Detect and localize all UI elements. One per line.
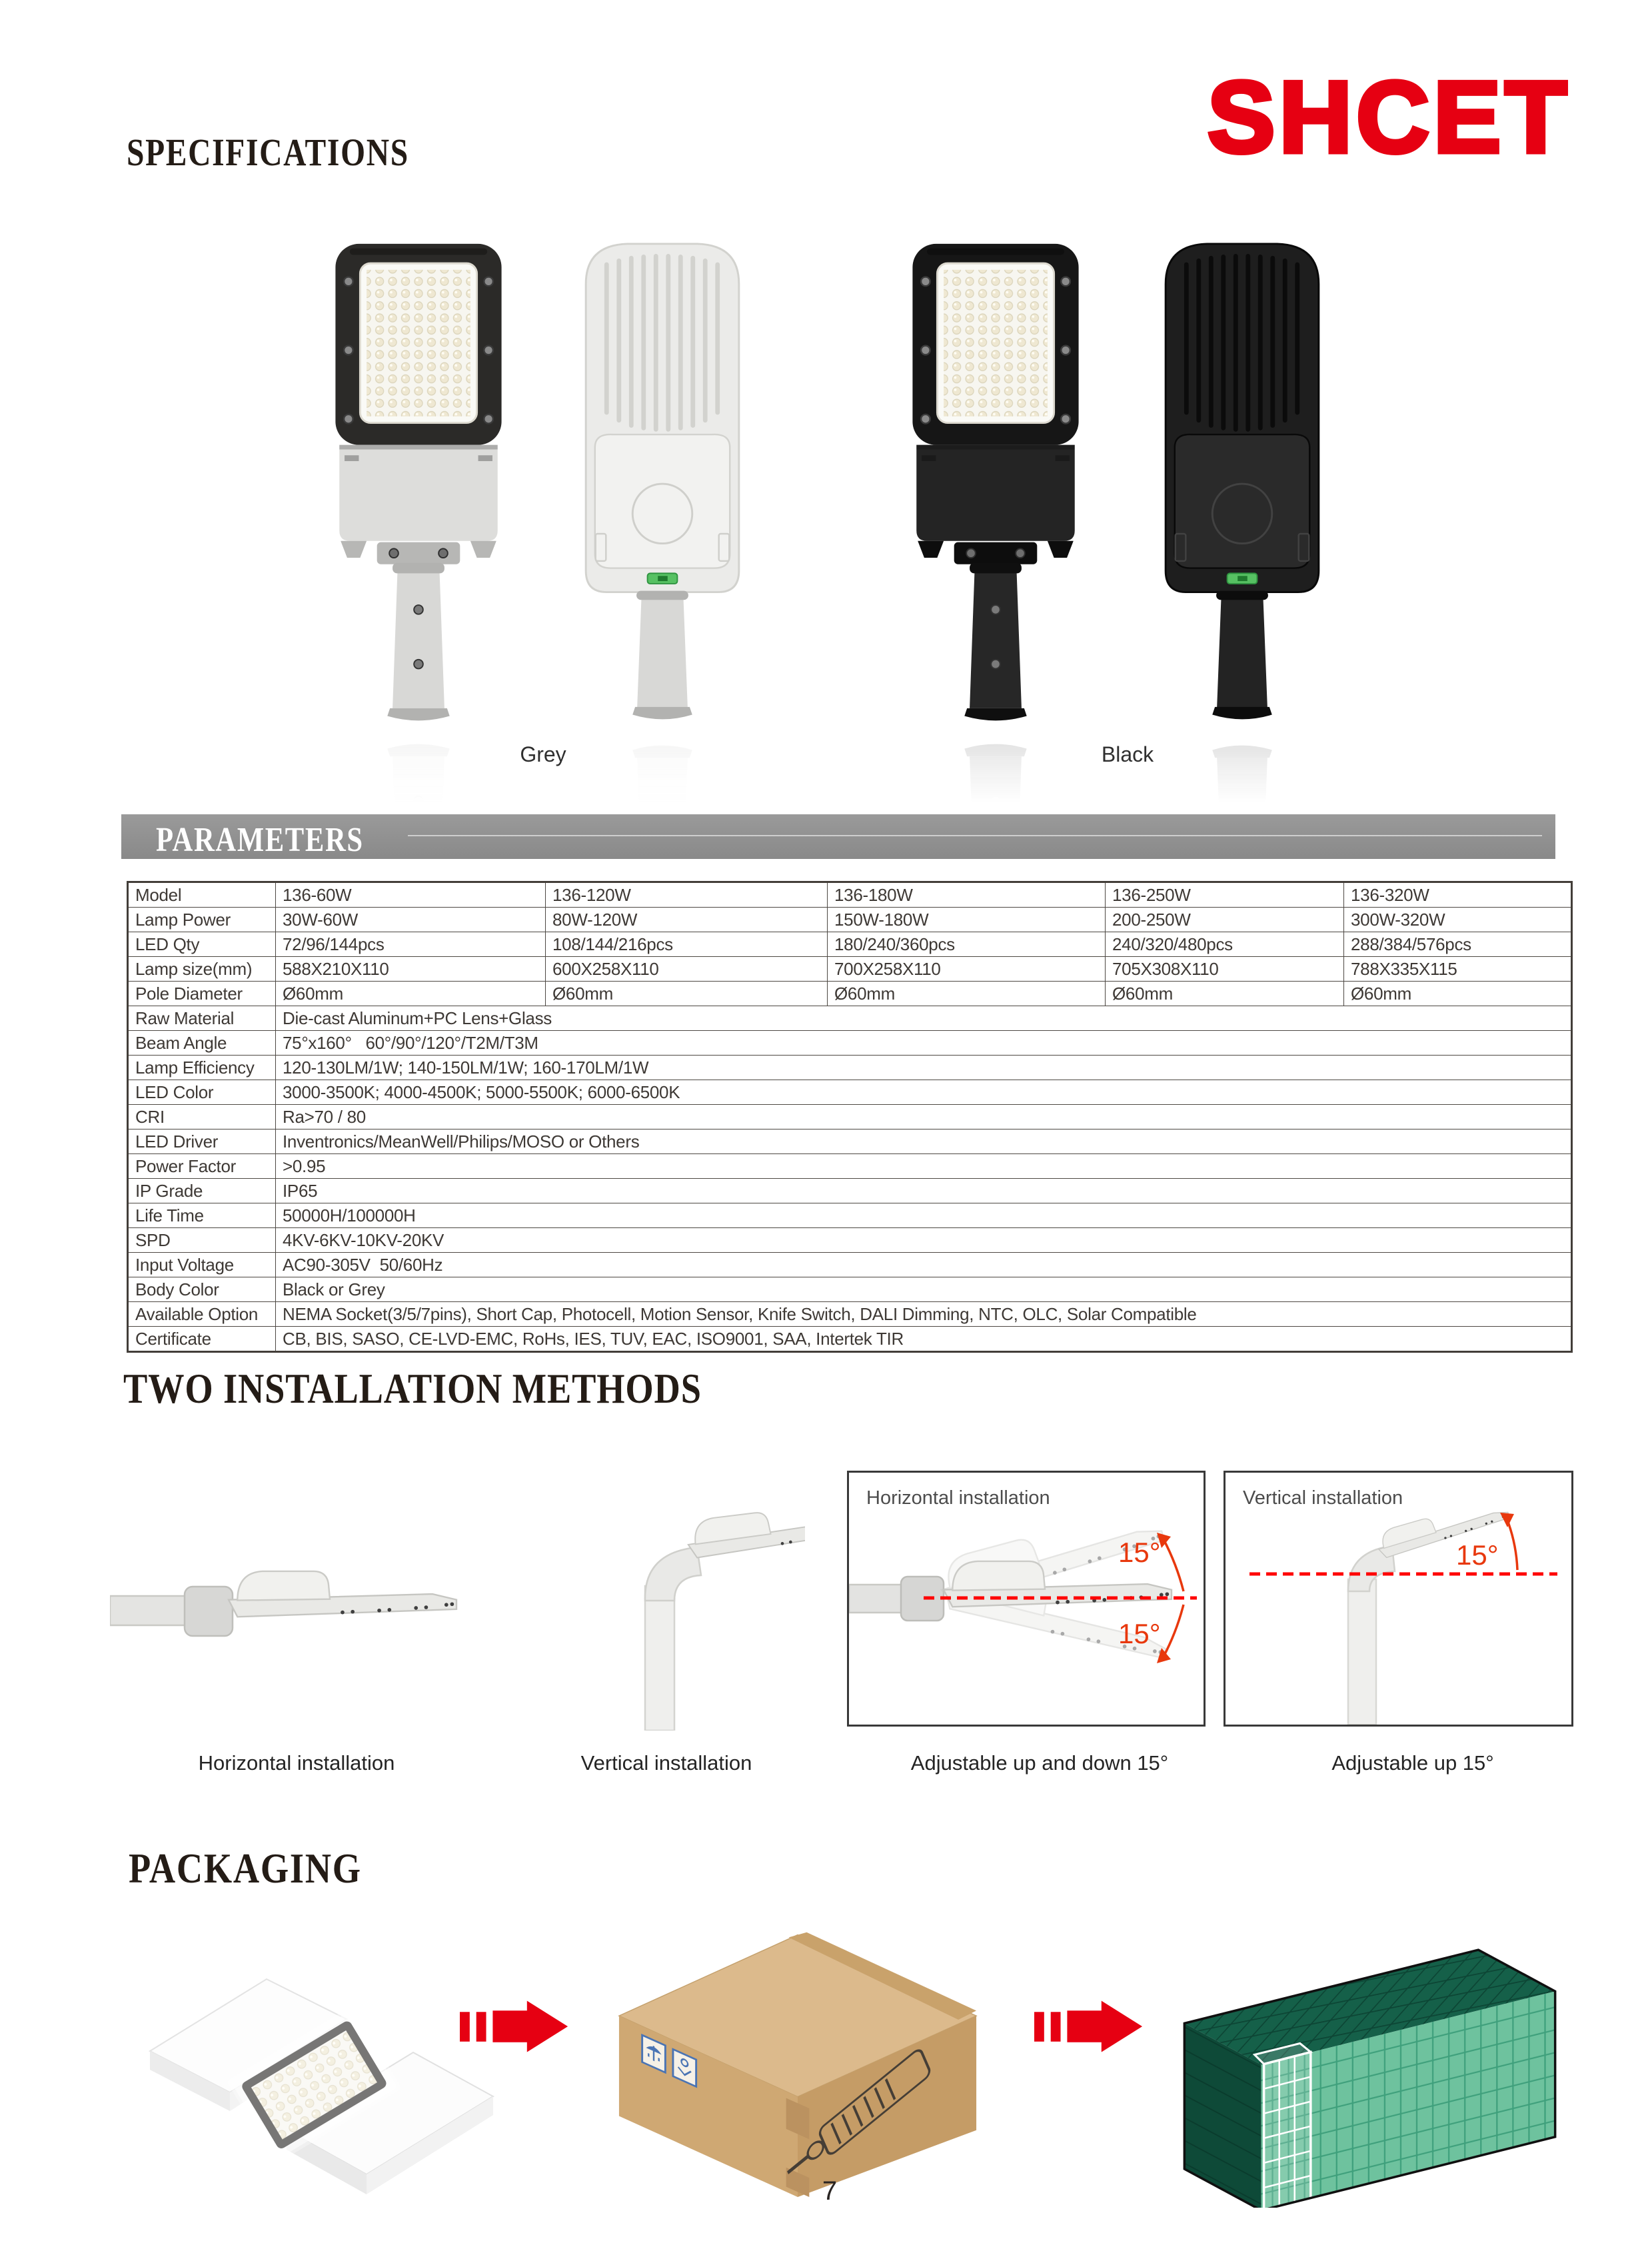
table-row <box>128 1080 1572 1105</box>
param-value: 288/384/576pcs <box>1344 932 1572 957</box>
param-label: Life Time <box>128 1203 276 1228</box>
param-value: 136-60W <box>276 882 546 908</box>
open-box-illustration <box>130 1918 506 2204</box>
table-row <box>128 1006 1572 1031</box>
table-row <box>128 1302 1572 1327</box>
param-value: 788X335X115 <box>1344 957 1572 982</box>
param-value-span: >0.95 <box>276 1154 1572 1179</box>
param-value: Ø60mm <box>546 982 828 1006</box>
param-value-span: 50000H/100000H <box>276 1203 1572 1228</box>
param-value-span: CB, BIS, SASO, CE-LVD-EMC, RoHs, IES, TUV, EAC, ISO9001, SAA, Intertek TIR <box>276 1327 1572 1352</box>
adjustable-up-diagram <box>1226 1473 1571 1725</box>
param-label: Lamp Power <box>128 908 276 932</box>
param-label: SPD <box>128 1228 276 1253</box>
banner-divider <box>408 835 1542 836</box>
table-row <box>128 1277 1572 1302</box>
angle-label: 15° <box>1118 1618 1161 1649</box>
param-label: Lamp size(mm) <box>128 957 276 982</box>
caption-horizontal: Horizontal installation <box>198 1751 395 1775</box>
arrow-right-icon <box>460 2000 572 2054</box>
product-image-grey-back <box>565 239 760 732</box>
param-label: CRI <box>128 1105 276 1129</box>
param-value: 108/144/216pcs <box>546 932 828 957</box>
param-value: 72/96/144pcs <box>276 932 546 957</box>
horizontal-installation-illustration <box>110 1543 460 1659</box>
param-value-span: AC90-305V 50/60Hz <box>276 1253 1572 1277</box>
arrow-right-icon <box>1034 2000 1146 2054</box>
adjustable-up-down-diagram <box>849 1473 1204 1725</box>
panel-label: Vertical installation <box>1243 1487 1403 1509</box>
param-value: Ø60mm <box>1106 982 1344 1006</box>
table-row <box>128 882 1572 908</box>
param-value-span: 3000-3500K; 4000-4500K; 5000-5500K; 6000-6500K <box>276 1080 1572 1105</box>
table-row <box>128 1105 1572 1129</box>
param-value-span: 120-130LM/1W; 140-150LM/1W; 160-170LM/1W <box>276 1056 1572 1080</box>
page-number: 7 <box>822 2176 838 2206</box>
param-label: Pole Diameter <box>128 982 276 1006</box>
param-value: 600X258X110 <box>546 957 828 982</box>
param-value-span: NEMA Socket(3/5/7pins), Short Cap, Photocell, Motion Sensor, Knife Switch, DALI Dimming, NTC, OLC, Solar Compatible <box>276 1302 1572 1327</box>
reflection <box>565 733 760 813</box>
param-label: LED Qty <box>128 932 276 957</box>
param-value: Ø60mm <box>1344 982 1572 1006</box>
param-value: 80W-120W <box>546 908 828 932</box>
carton-box-illustration <box>592 1927 1004 2197</box>
param-value: 300W-320W <box>1344 908 1572 932</box>
caption-vertical: Vertical installation <box>580 1751 752 1775</box>
table-row <box>128 908 1572 932</box>
parameters-title: PARAMETERS <box>156 821 364 859</box>
caption-adjustable-up: Adjustable up 15° <box>1331 1751 1494 1775</box>
adjustable-up-panel <box>1224 1471 1573 1727</box>
angle-label: 15° <box>1456 1539 1499 1571</box>
param-label: Model <box>128 882 276 908</box>
table-row <box>128 1179 1572 1203</box>
param-value-span: Inventronics/MeanWell/Philips/MOSO or Others <box>276 1129 1572 1154</box>
panel-label: Horizontal installation <box>866 1487 1050 1509</box>
table-row <box>128 1253 1572 1277</box>
param-value-span: IP65 <box>276 1179 1572 1203</box>
table-row <box>128 1031 1572 1056</box>
caption-adjustable-up-down: Adjustable up and down 15° <box>910 1751 1169 1775</box>
reflection <box>898 733 1093 813</box>
parameters-table-body <box>128 882 1572 1352</box>
param-value-span: Ra>70 / 80 <box>276 1105 1572 1129</box>
param-value: Ø60mm <box>828 982 1106 1006</box>
param-value: Ø60mm <box>276 982 546 1006</box>
parameters-banner <box>121 814 1555 859</box>
param-value: 136-320W <box>1344 882 1572 908</box>
param-value-span: Black or Grey <box>276 1277 1572 1302</box>
param-value: 150W-180W <box>828 908 1106 932</box>
param-label: Raw Material <box>128 1006 276 1031</box>
parameters-table <box>127 881 1573 1353</box>
param-value: 240/320/480pcs <box>1106 932 1344 957</box>
param-label: Power Factor <box>128 1154 276 1179</box>
table-row <box>128 1203 1572 1228</box>
table-row <box>128 982 1572 1006</box>
param-value-span: 4KV-6KV-10KV-20KV <box>276 1228 1572 1253</box>
param-label: Available Option <box>128 1302 276 1327</box>
param-label: Certificate <box>128 1327 276 1352</box>
color-label-black: Black <box>1101 742 1154 766</box>
param-value: 136-180W <box>828 882 1106 908</box>
param-label: LED Driver <box>128 1129 276 1154</box>
param-label: Body Color <box>128 1277 276 1302</box>
param-value-span: 75°x160° 60°/90°/120°/T2M/T3M <box>276 1031 1572 1056</box>
reflection <box>321 733 516 813</box>
angle-label: 15° <box>1118 1537 1161 1568</box>
table-row <box>128 1056 1572 1080</box>
table-row <box>128 957 1572 982</box>
container-stack-illustration <box>1161 1924 1575 2208</box>
param-label: Input Voltage <box>128 1253 276 1277</box>
brand-logo: SHCET <box>1208 61 1571 174</box>
param-value: 30W-60W <box>276 908 546 932</box>
page-title: SPECIFICATIONS <box>127 131 409 174</box>
table-row <box>128 932 1572 957</box>
param-label: Beam Angle <box>128 1031 276 1056</box>
table-row <box>128 1129 1572 1154</box>
param-value: 700X258X110 <box>828 957 1106 982</box>
product-image-grey-front <box>321 239 516 732</box>
table-row <box>128 1154 1572 1179</box>
param-label: IP Grade <box>128 1179 276 1203</box>
packaging-title: PACKAGING <box>129 1845 362 1892</box>
param-value: 705X308X110 <box>1106 957 1344 982</box>
param-label: LED Color <box>128 1080 276 1105</box>
product-image-black-back <box>1145 239 1339 732</box>
reflection <box>1145 733 1339 813</box>
installation-title: TWO INSTALLATION METHODS <box>123 1365 702 1412</box>
table-row <box>128 1228 1572 1253</box>
product-image-black-front <box>898 239 1093 732</box>
param-value: 136-250W <box>1106 882 1344 908</box>
color-label-grey: Grey <box>520 742 566 766</box>
param-value: 588X210X110 <box>276 957 546 982</box>
param-value-span: Die-cast Aluminum+PC Lens+Glass <box>276 1006 1572 1031</box>
param-label: Lamp Efficiency <box>128 1056 276 1080</box>
vertical-installation-illustration <box>565 1501 805 1731</box>
param-value: 180/240/360pcs <box>828 932 1106 957</box>
table-row <box>128 1327 1572 1352</box>
param-value: 200-250W <box>1106 908 1344 932</box>
adjustable-up-down-panel <box>847 1471 1206 1727</box>
param-value: 136-120W <box>546 882 828 908</box>
